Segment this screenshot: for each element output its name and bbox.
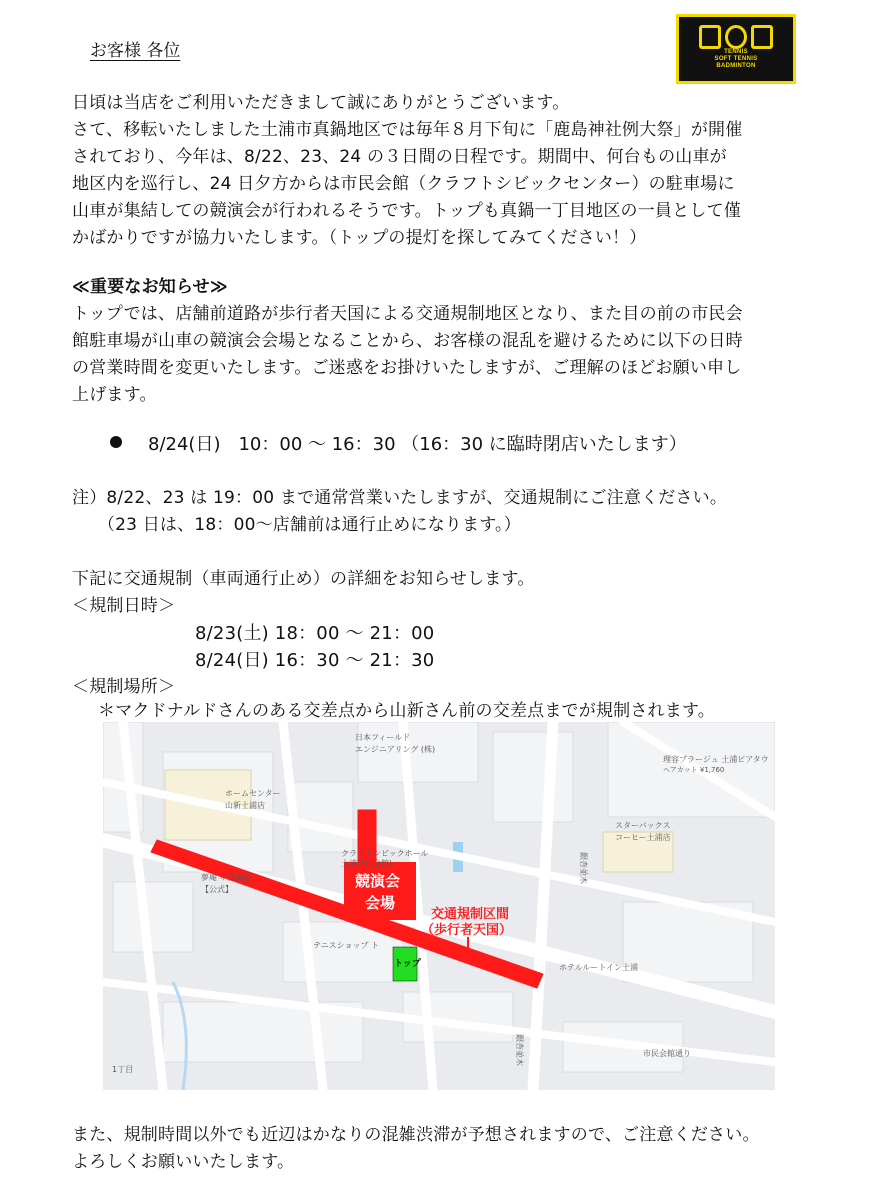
- map-label-coffee: コーヒー土浦店: [615, 833, 671, 842]
- map-label-engineering: エンジニアリング (株): [355, 745, 436, 754]
- salutation: お客様 各位: [90, 41, 181, 61]
- venue-label-line-1: 競演会: [355, 872, 401, 890]
- logo-line-3: BADMINTON: [716, 63, 756, 69]
- logo-mark-icon: [679, 25, 793, 49]
- regulation-label-line-1: 交通規制区間: [431, 907, 510, 922]
- map-label-haircut: ヘアカット ¥1,760: [663, 766, 725, 774]
- footer-line: また、規制時間以外でも近辺はかなりの混雑渋滞が予想されますので、ご注意ください。: [72, 1125, 760, 1145]
- top-shop-label: トップ: [394, 959, 421, 969]
- map-label-street-3: 銀杏並木: [515, 1034, 524, 1066]
- intro-line: 山車が集結しての競演会が行われるそうです。トップも真鍋一丁目地区の一員として僅: [72, 201, 741, 221]
- map-label-hotel: ホテルルートイン土浦: [559, 963, 638, 972]
- intro-line: 日頃は当店をご利用いただきまして誠にありがとうございます。: [72, 93, 570, 113]
- notice-line: の営業時間を変更いたします。ご迷惑をお掛けいたしますが、ご理解のほどお願い申し: [72, 358, 742, 378]
- notice-heading: ≪重要なお知らせ≫: [72, 277, 228, 297]
- map-label-tennis-shop: テニスショップ ト: [313, 941, 380, 950]
- bullet-icon: [110, 436, 122, 448]
- map-label-homecenter: ホームセンター: [225, 789, 281, 798]
- map-label-koshiki: 【公式】: [201, 885, 233, 894]
- map-label-chome: 1丁目: [112, 1065, 134, 1074]
- regulation-map: [103, 722, 775, 1090]
- map-label-nihon-field: 日本フィールド: [355, 733, 411, 742]
- schedule-line: 8/23(土) 18：00 ～ 21：00: [195, 623, 435, 644]
- shop-logo: [676, 14, 796, 84]
- map-label-street-1: 市民会館通り: [643, 1049, 691, 1058]
- map-label-civic-2: 土浦市民会館): [341, 859, 393, 868]
- logo-line-2: SOFT TENNIS: [714, 56, 758, 62]
- schedule-line: 8/24(日) 16：30 ～ 21：30: [195, 650, 435, 671]
- map-label-starbucks: スターバックス: [615, 821, 671, 830]
- footer-line: よろしくお願いいたします。: [72, 1152, 295, 1172]
- note-line: 注）8/22、23 は 19：00 まで通常営業いたしますが、交通規制にご注意ください。: [72, 488, 728, 508]
- map-label-street-2: 銀杏並木: [579, 852, 588, 884]
- map-label-biyou: 理容プラージュ 土浦ピアタウ: [663, 755, 769, 764]
- notice-line: 上げます。: [72, 385, 157, 405]
- map-label-civic-1: クラフトシビックホール: [341, 849, 429, 858]
- place-label: ＜規制場所＞: [72, 677, 176, 697]
- hours-notice: [110, 430, 687, 456]
- hours-notice-text: 8/24(日) 10：00 ～ 16：30 （16：30 に臨時閉店いたします）: [148, 434, 687, 455]
- map-label-ueno: 夢庵 ＊真鍋店: [201, 873, 252, 882]
- note-line: （23 日は、18：00～店舗前は通行止めになります。）: [72, 515, 521, 535]
- intro-line: 地区内を巡行し、24 日夕方からは市民会館（クラフトシビックセンター）の駐車場に: [72, 174, 735, 194]
- intro-line: されており、今年は、8/22、23、24 の３日間の日程です。期間中、何台もの山車が: [72, 147, 727, 167]
- regulation-intro: 下記に交通規制（車両通行止め）の詳細をお知らせします。: [72, 569, 535, 589]
- venue-label-line-2: 会場: [365, 894, 396, 912]
- intro-line: かばかりですが協力いたします。（トップの提灯を探してみてください！）: [72, 228, 647, 248]
- regulation-label-line-2: （歩行者天国）: [421, 923, 513, 938]
- intro-line: さて、移転いたしました土浦市真鍋地区では毎年８月下旬に「鹿島神社例大祭」が開催: [72, 120, 743, 140]
- map-label-yamashin: 山新土浦店: [225, 801, 265, 810]
- notice-line: トップでは、店舗前道路が歩行者天国による交通規制地区となり、また目の前の市民会: [72, 304, 743, 324]
- schedule-label: ＜規制日時＞: [72, 596, 176, 616]
- notice-line: 館駐車場が山車の競演会会場となることから、お客様の混乱を避けるために以下の日時: [72, 331, 743, 351]
- place-description: ＊マクドナルドさんのある交差点から山新さん前の交差点までが規制されます。: [98, 701, 715, 721]
- logo-line-1: TENNIS: [724, 49, 748, 55]
